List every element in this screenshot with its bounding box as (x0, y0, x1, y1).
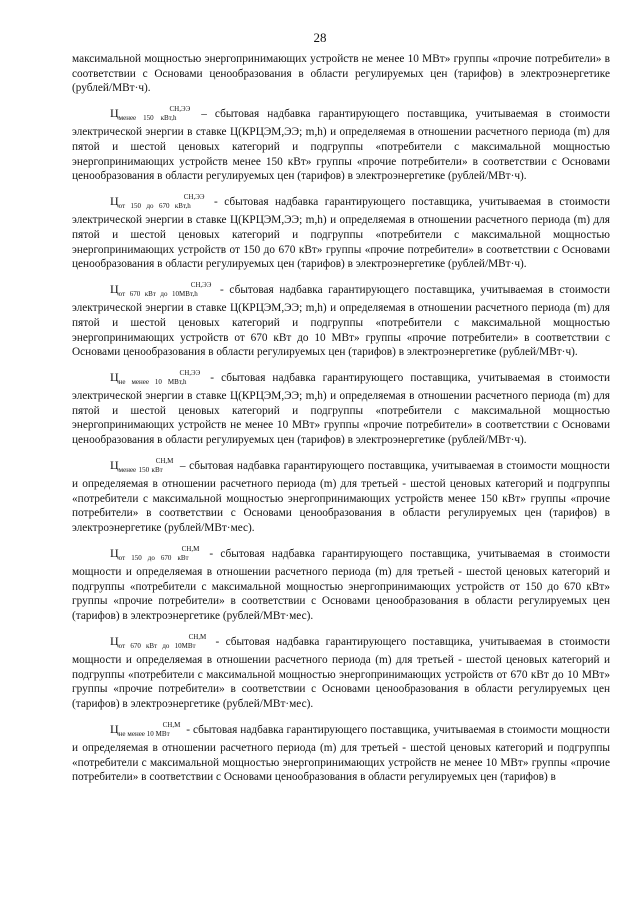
tariff-superscript: СН,ЭЭ (183, 192, 205, 201)
intro-paragraph: максимальной мощностью энергопринимающих устройств не менее 10 МВт» группы «прочие потребители» в соответствии с Основами ценообразования в области регулируемых цен (тарифов) в электроэнергетике (рублей/МВт·ч). (72, 53, 610, 95)
tariff-symbol: Ц (110, 281, 119, 296)
tariff-subscript: не менее 10 МВт,h (118, 377, 187, 386)
document-body (72, 52, 610, 785)
tariff-symbol: Ц (110, 633, 119, 648)
definition-text: - сбытовая надбавка гарантирующего поставщика, учитываемая в стоимости мощности и определяемая в отношении расчетного периода (m) для третьей - шестой ценовых категорий и подгруппы «потребители с максимальной мощностью энергопринимающих устройств от 670 кВт до 10 МВт» группы «прочие потребители» в соответствии с Основами ценообразования в области регулируемых цен (тарифов) в электроэнергетике (рублей/МВт·мес). (72, 635, 610, 710)
definition-text: - сбытовая надбавка гарантирующего поставщика, учитываемая в стоимости мощности и определяемая в отношении расчетного периода (m) для третьей - шестой ценовых категорий и подгруппы «потребители с максимальной мощностью энергопринимающих устройств от 150 до 670 кВт» группы «прочие потребители» в соответствии с Основами ценообразования в области регулируемых цен (тарифов) в электроэнергетике (рублей/МВт·мес). (72, 547, 610, 622)
tariff-symbol: Ц (110, 193, 119, 208)
definition-text: - сбытовая надбавка гарантирующего поставщика, учитываемая в стоимости электрической энергии в ставке Ц(КРЦЭМ,ЭЭ; m,h) и определяемая в отношении расчетного периода (m) для пятой и шестой ценовых категорий и подгруппы «потребители с максимальной мощностью энергопринимающих устройств не менее 10 МВт» группы «прочие потребители» в соответствии с Основами ценообразования в области регулируемых цен (тарифов) в электроэнергетике (рублей/МВт·ч). (72, 371, 611, 447)
tariff-symbol: Ц (110, 545, 119, 560)
tariff-subscript: от 150 до 670 кВт,h (118, 201, 191, 210)
definition-paragraph (72, 454, 610, 536)
definition-text: - сбытовая надбавка гарантирующего поставщика, учитываемая в стоимости электрической энергии в ставке Ц(КРЦЭМ,ЭЭ; m,h) и определяемая в отношении расчетного периода (m) для пятой и шестой ценовых категорий и подгруппы «потребители с максимальной мощностью энергопринимающих устройств от 150 до 670 кВт» группы «прочие потребители» в соответствии с Основами ценообразования в области регулируемых цен (тарифов) в электроэнергетике (рублей/МВт·ч). (72, 195, 610, 271)
tariff-superscript: СН,М (181, 544, 200, 553)
definition-paragraph (72, 718, 610, 785)
definition-text: – сбытовая надбавка гарантирующего поставщика, учитываемая в стоимости мощности и определяемая в отношении расчетного периода (m) для третьей - шестой ценовых категорий и подгруппы «потребители с максимальной мощностью энергопринимающих устройств менее 150 кВт» группы «прочие потребители» в соответствии с Основами ценообразования в области регулируемых цен (тарифов) в электроэнергетике (рублей/МВт·мес). (72, 459, 610, 535)
tariff-subscript: от 150 до 670 кВт (118, 553, 189, 562)
tariff-superscript: СН,ЭЭ (169, 104, 191, 113)
definition-text: – сбытовая надбавка гарантирующего поставщика, учитываемая в стоимости электрической энергии в ставке Ц(КРЦЭМ,ЭЭ; m,h) и определяемая в отношении расчетного периода (m) для пятой и шестой ценовых категорий и подгруппы «потребители с максимальной мощностью энергопринимающих устройств менее 150 кВт» группы «прочие потребители» в соответствии с Основами ценообразования в области регулируемых цен (тарифов) в электроэнергетике (рублей/МВт·ч). (72, 107, 610, 183)
tariff-superscript: СН,М (155, 456, 174, 465)
tariff-subscript: не менее 10 МВт (118, 729, 170, 738)
definition-paragraph (72, 630, 610, 712)
definition-paragraph (72, 366, 610, 448)
tariff-subscript: от 670 кВт до 10МВт,h (118, 289, 198, 298)
definition-text: - сбытовая надбавка гарантирующего поставщика, учитываемая в стоимости мощности и определяемая в отношении расчетного периода (m) для третьей - шестой ценовых категорий и подгруппы «потребители с максимальной мощностью энергопринимающих устройств не менее 10 МВт» группы «прочие потребители» в соответствии с Основами ценообразования в области регулируемых цен (тарифов) в (72, 723, 610, 784)
definition-paragraph (72, 278, 610, 360)
definition-paragraph (72, 190, 610, 272)
tariff-subscript: от 670 кВт до 10МВт (118, 641, 196, 650)
definition-paragraph (72, 102, 610, 184)
tariff-superscript: СН,ЭЭ (190, 280, 212, 289)
definition-text: - сбытовая надбавка гарантирующего поставщика, учитываемая в стоимости электрической энергии в ставке Ц(КРЦЭМ,ЭЭ; m,h) и определяемая в отношении расчетного периода (m) для пятой и шестой ценовых категорий и подгруппы «потребители с максимальной мощностью энергопринимающих устройств от 670 кВт до 10 МВт» группы «прочие потребители» в соответствии с Основами ценообразования в области регулируемых цен (тарифов) в электроэнергетике (рублей/МВт·ч). (72, 283, 610, 359)
definition-paragraph (72, 542, 610, 624)
tariff-symbol: Ц (110, 369, 119, 384)
tariff-subscript: менее 150 кВт,h (118, 113, 177, 122)
tariff-superscript: СН,М (188, 632, 207, 641)
tariff-symbol: Ц (110, 105, 119, 120)
tariff-symbol: Ц (110, 721, 119, 736)
tariff-superscript: СН,ЭЭ (179, 368, 201, 377)
tariff-superscript: СН,М (162, 720, 181, 729)
tariff-symbol: Ц (110, 457, 119, 472)
page-number: 28 (313, 30, 327, 45)
tariff-subscript: менее 150 кВт (118, 465, 163, 474)
